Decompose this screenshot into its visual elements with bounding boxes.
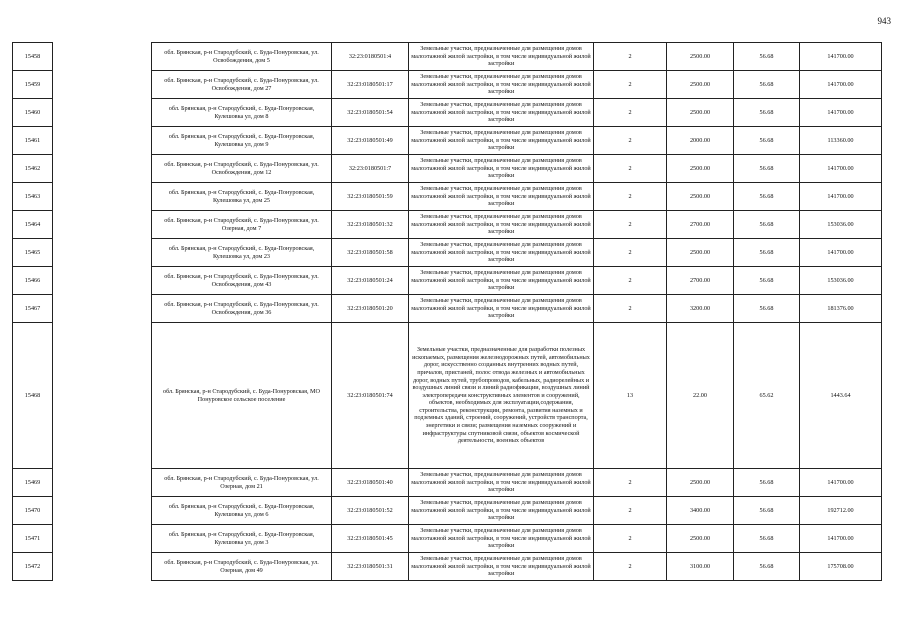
address-cell: обл. Брянская, р-н Стародубский, с. Буда-Понуровская, ул. Освобождения, дом 36 [152,295,332,323]
cadastral-value-cell: 153036.00 [800,267,882,295]
use-group-cell: 2 [594,43,667,71]
cadastral-value-cell: 141700.00 [800,239,882,267]
table-body [13,43,882,581]
specific-value-cell: 56.68 [734,469,800,497]
empty-cell [53,211,152,239]
area-cell: 3400.00 [667,497,734,525]
specific-value-cell: 65.62 [734,323,800,469]
cadastral-value-table [12,42,882,581]
use-group-cell: 2 [594,497,667,525]
empty-cell [53,43,152,71]
row-id-cell: 15461 [13,127,53,155]
land-use-cell: Земельные участки, предназначенные для размещения домов малоэтажной жилой застройки, в том числе индивидуальной жилой застройки [409,239,594,267]
specific-value-cell: 56.68 [734,43,800,71]
use-group-cell: 2 [594,99,667,127]
row-id-cell: 15458 [13,43,53,71]
cadastral-value-cell: 141700.00 [800,99,882,127]
row-id-cell: 15467 [13,295,53,323]
area-cell: 22.00 [667,323,734,469]
specific-value-cell: 56.68 [734,127,800,155]
land-use-cell: Земельные участки, предназначенные для размещения домов малоэтажной жилой застройки, в том числе индивидуальной жилой застройки [409,183,594,211]
cadastral-number-cell: 32:23:0180501:54 [332,99,409,127]
area-cell: 2500.00 [667,183,734,211]
specific-value-cell: 56.68 [734,211,800,239]
row-id-cell: 15460 [13,99,53,127]
address-cell: обл. Брянская, р-н Стародубский, с. Буда-Понуровская, Кулешовка ул, дом 9 [152,127,332,155]
land-use-cell: Земельные участки, предназначенные для размещения домов малоэтажной жилой застройки, в том числе индивидуальной жилой застройки [409,155,594,183]
area-cell: 2700.00 [667,211,734,239]
cadastral-value-cell: 192712.00 [800,497,882,525]
address-cell: обл. Брянская, р-н Стародубский, с. Буда-Понуровская, МО Понуровское сельское поселение [152,323,332,469]
land-use-cell: Земельные участки, предназначенные для размещения домов малоэтажной жилой застройки, в том числе индивидуальной жилой застройки [409,295,594,323]
use-group-cell: 2 [594,239,667,267]
area-cell: 2500.00 [667,239,734,267]
specific-value-cell: 56.68 [734,99,800,127]
use-group-cell: 2 [594,127,667,155]
use-group-cell: 2 [594,525,667,553]
area-cell: 2500.00 [667,43,734,71]
specific-value-cell: 56.68 [734,497,800,525]
cadastral-number-cell: 32:23:0180501:58 [332,239,409,267]
empty-cell [53,99,152,127]
land-use-cell: Земельные участки, предназначенные для размещения домов малоэтажной жилой застройки, в том числе индивидуальной жилой застройки [409,525,594,553]
use-group-cell: 2 [594,183,667,211]
specific-value-cell: 56.68 [734,239,800,267]
use-group-cell: 2 [594,71,667,99]
cadastral-number-cell: 32:23:0180501:52 [332,497,409,525]
empty-cell [53,553,152,581]
row-id-cell: 15470 [13,497,53,525]
area-cell: 2500.00 [667,155,734,183]
empty-cell [53,239,152,267]
empty-cell [53,469,152,497]
cadastral-number-cell: 32:23:0180501:17 [332,71,409,99]
cadastral-value-cell: 141700.00 [800,183,882,211]
empty-cell [53,267,152,295]
address-cell: обл. Брянская, р-н Стародубский, с. Буда-Понуровская, ул. Озерная, дом 7 [152,211,332,239]
empty-cell [53,155,152,183]
specific-value-cell: 56.68 [734,525,800,553]
cadastral-value-cell: 141700.00 [800,71,882,99]
cadastral-number-cell: 32:23:0180501:59 [332,183,409,211]
table-row [13,497,882,525]
address-cell: обл. Брянская, р-н Стародубский, с. Буда-Понуровская, Кулешовка ул, дом 23 [152,239,332,267]
use-group-cell: 2 [594,295,667,323]
table-row [13,295,882,323]
area-cell: 2000.00 [667,127,734,155]
empty-cell [53,71,152,99]
row-id-cell: 15465 [13,239,53,267]
cadastral-number-cell: 32:23:0180501:31 [332,553,409,581]
table-row [13,267,882,295]
use-group-cell: 2 [594,211,667,239]
address-cell: обл. Брянская, р-н Стародубский, с. Буда-Понуровская, Кулешовка ул, дом 8 [152,99,332,127]
cadastral-value-cell: 141700.00 [800,43,882,71]
land-use-cell: Земельные участки, предназначенные для размещения домов малоэтажной жилой застройки, в том числе индивидуальной жилой застройки [409,267,594,295]
use-group-cell: 2 [594,267,667,295]
row-id-cell: 15459 [13,71,53,99]
table-row [13,239,882,267]
land-use-cell: Земельные участки, предназначенные для размещения домов малоэтажной жилой застройки, в том числе индивидуальной жилой застройки [409,43,594,71]
address-cell: обл. Брянская, р-н Стародубский, с. Буда-Понуровская, Кулешовка ул, дом 3 [152,525,332,553]
address-cell: обл. Брянская, р-н Стародубский, с. Буда-Понуровская, ул. Освобождения, дом 27 [152,71,332,99]
row-id-cell: 15466 [13,267,53,295]
empty-cell [53,525,152,553]
address-cell: обл. Брянская, р-н Стародубский, с. Буда-Понуровская, ул. Озерная, дом 49 [152,553,332,581]
area-cell: 2500.00 [667,525,734,553]
table-row [13,183,882,211]
table-row [13,323,882,469]
area-cell: 3200.00 [667,295,734,323]
table-row [13,127,882,155]
cadastral-value-cell: 153036.00 [800,211,882,239]
empty-cell [53,295,152,323]
area-cell: 2700.00 [667,267,734,295]
row-id-cell: 15472 [13,553,53,581]
cadastral-value-cell: 141700.00 [800,469,882,497]
cadastral-value-cell: 113360.00 [800,127,882,155]
table-row [13,553,882,581]
row-id-cell: 15463 [13,183,53,211]
land-use-cell: Земельные участки, предназначенные для размещения домов малоэтажной жилой застройки, в том числе индивидуальной жилой застройки [409,553,594,581]
specific-value-cell: 56.68 [734,155,800,183]
address-cell: обл. Брянская, р-н Стародубский, с. Буда-Понуровская, ул. Освобождения, дом 43 [152,267,332,295]
cadastral-value-cell: 141700.00 [800,155,882,183]
specific-value-cell: 56.68 [734,183,800,211]
row-id-cell: 15464 [13,211,53,239]
table-row [13,469,882,497]
cadastral-number-cell: 32:23:0180501:7 [332,155,409,183]
area-cell: 2500.00 [667,71,734,99]
address-cell: обл. Брянская, р-н Стародубский, с. Буда-Понуровская, ул. Освобождения, дом 5 [152,43,332,71]
cadastral-value-cell: 181376.00 [800,295,882,323]
cadastral-number-cell: 32:23:0180501:40 [332,469,409,497]
area-cell: 2500.00 [667,99,734,127]
land-use-cell: Земельные участки, предназначенные для размещения домов малоэтажной жилой застройки, в том числе индивидуальной жилой застройки [409,497,594,525]
cadastral-number-cell: 32:23:0180501:74 [332,323,409,469]
use-group-cell: 2 [594,469,667,497]
area-cell: 2500.00 [667,469,734,497]
cadastral-number-cell: 32:23:0180501:24 [332,267,409,295]
use-group-cell: 2 [594,155,667,183]
table-row [13,43,882,71]
page-number: 943 [877,16,891,26]
cadastral-number-cell: 32:23:0180501:32 [332,211,409,239]
table-row [13,71,882,99]
cadastral-number-cell: 32:23:0180501:45 [332,525,409,553]
specific-value-cell: 56.68 [734,267,800,295]
land-use-cell: Земельные участки, предназначенные для размещения домов малоэтажной жилой застройки, в том числе индивидуальной жилой застройки [409,469,594,497]
cadastral-number-cell: 32:23:0180501:49 [332,127,409,155]
address-cell: обл. Брянская, р-н Стародубский, с. Буда-Понуровская, ул. Освобождения, дом 12 [152,155,332,183]
cadastral-number-cell: 32:23:0180501:4 [332,43,409,71]
specific-value-cell: 56.68 [734,295,800,323]
empty-cell [53,497,152,525]
row-id-cell: 15471 [13,525,53,553]
cadastral-number-cell: 32:23:0180501:20 [332,295,409,323]
address-cell: обл. Брянская, р-н Стародубский, с. Буда-Понуровская, ул. Озерная, дом 21 [152,469,332,497]
use-group-cell: 13 [594,323,667,469]
area-cell: 3100.00 [667,553,734,581]
cadastral-value-cell: 1443.64 [800,323,882,469]
cadastral-value-cell: 175708.00 [800,553,882,581]
use-group-cell: 2 [594,553,667,581]
empty-cell [53,183,152,211]
land-use-cell: Земельные участки, предназначенные для размещения домов малоэтажной жилой застройки, в том числе индивидуальной жилой застройки [409,211,594,239]
row-id-cell: 15468 [13,323,53,469]
address-cell: обл. Брянская, р-н Стародубский, с. Буда-Понуровская, Кулешовка ул, дом 6 [152,497,332,525]
table-row [13,525,882,553]
specific-value-cell: 56.68 [734,71,800,99]
land-use-cell: Земельные участки, предназначенные для размещения домов малоэтажной жилой застройки, в том числе индивидуальной жилой застройки [409,71,594,99]
address-cell: обл. Брянская, р-н Стародубский, с. Буда-Понуровская, Кулешовка ул, дом 25 [152,183,332,211]
row-id-cell: 15462 [13,155,53,183]
table-row [13,155,882,183]
land-use-cell: Земельные участки, предназначенные для разработки полезных ископаемых, размещения железнодорожных путей, автомобильных дорог, искусственно созданных внутренних водных путей, причалов, пристаней, полос отвода железных и автомобильных дорог, водных путей, трубопроводов, кабельных, радиорелейных и воздушных линий связи и линий радиофикации, воздушных линий электропередачи конструктивных элементов и сооружений, объектов, необходимых для эксплуатации,содержания, строительства, реконструкции, ремонта, развития наземных и подземных зданий, строений, сооружений, устройств транспорта, энергетики и связи; размещения наземных сооружений и инфраструктуры спутниковой связи, объектов космической деятельности, военных объектов [409,323,594,469]
table-row [13,99,882,127]
cadastral-value-cell: 141700.00 [800,525,882,553]
specific-value-cell: 56.68 [734,553,800,581]
land-use-cell: Земельные участки, предназначенные для размещения домов малоэтажной жилой застройки, в том числе индивидуальной жилой застройки [409,99,594,127]
row-id-cell: 15469 [13,469,53,497]
empty-cell [53,127,152,155]
table-row [13,211,882,239]
empty-cell [53,323,152,469]
land-use-cell: Земельные участки, предназначенные для размещения домов малоэтажной жилой застройки, в том числе индивидуальной жилой застройки [409,127,594,155]
